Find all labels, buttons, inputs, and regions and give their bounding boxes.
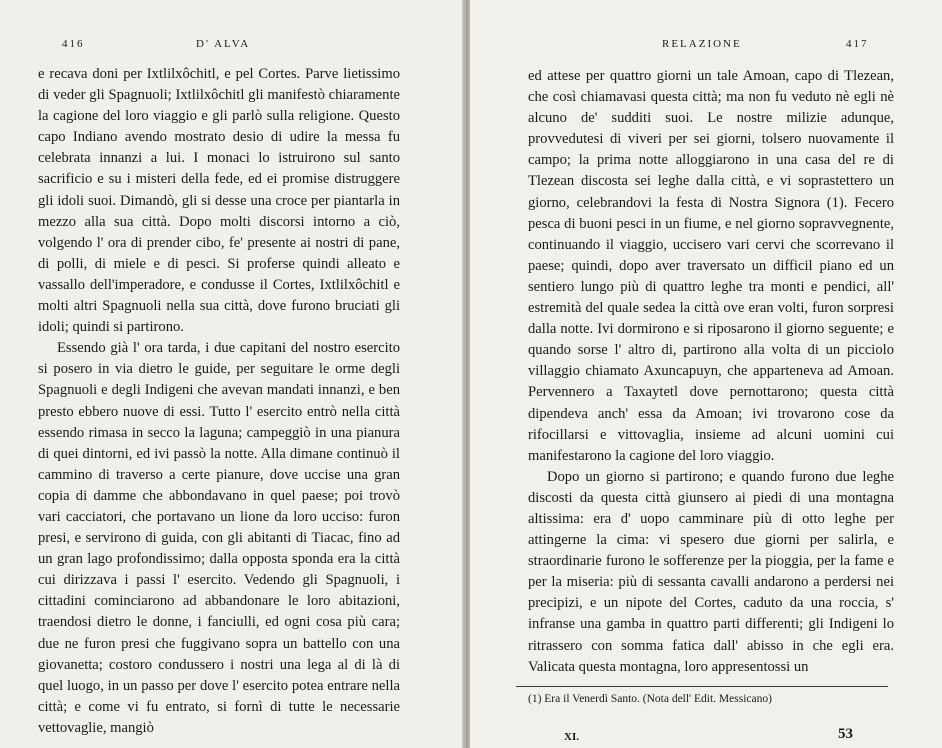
left-page-number: 416 xyxy=(62,38,85,50)
sheet-number: 53 xyxy=(838,726,853,742)
right-page xyxy=(470,0,942,748)
right-paragraph-2: Dopo un giorno si partirono; e quando furono due leghe discosti da questa città giunsero ai piedi di una montagna altissima: era d' uopo camminare più di otto leghe per attingerne la cima: vi spesero due giorni per salirla, e straordinarie furono le sofferenze per la pioggia, per la fame e per la miseria: più di sessanta cavalli andarono a perdersi nei precipizi, e un nipote del Cortes, caduto da una roccia, s' infranse una gamba in quattro parti differenti; gli Indigeni lo ritrassero con somma fatica dall' abisso in che egli era. Valicata questa montagna, loro appresentossi un xyxy=(528,468,894,675)
right-running-title: RELAZIONE xyxy=(662,38,742,50)
right-paragraph-1: ed attese per quattro giorni un tale Amoan, capo di Tlezean, che così chiamavasi questa città; ma non fu veduto nè egli nè alcuno de' sudditi suoi. Le nostre milizie adunque, provvedutesi di viveri per sei giorni, tolsero nuovamente il campo; la prima notte alloggiarono in una casa del re di Tlezean discosta sei leghe dalla città, e vi soprastettero un giorno, celebrandovi la festa di Nostra Signora (1). Fecero pesca di buoni pesci in un fiume, e nel giorno sopravvegnente, continuando il viaggio, uccisero vari cervi che scorrevano il paese; quindi, dopo aver traversato un difficil piano ed un sentiero lungo più di quattro leghe tra monti e pendici, all' estremità del quale sedea la città ove eran volti, furon sorpresi dalla notte. Ivi dormirono e si riposarono il giorno seguente; e quando sorse l' altro di, partirono alla volta di un picciolo villaggio chiamato Axuncapuyn, che apparteneva ad Amoan. Pervennero a Taxaytetl dove pernottarono; questa città dipendeva anch' essa da Amoan; ivi trovarono cose da rifocillarsi e vittovaglia, insieme ad alcuni uomini cui manifestarono la cagione del loro viaggio. xyxy=(528,68,894,464)
right-body-text xyxy=(528,66,894,678)
left-running-title: D' ALVA xyxy=(196,38,251,50)
left-page xyxy=(0,0,466,748)
right-page-number: 417 xyxy=(846,38,869,50)
signature-mark: XI. xyxy=(564,731,579,743)
footnote: (1) Era il Venerdì Santo. (Nota dell' Edit. Messicano) xyxy=(528,693,772,705)
left-body-text xyxy=(38,64,400,739)
footnote-rule xyxy=(516,686,888,687)
left-paragraph-1: e recava doni per Ixtlilxôchitl, e pel Cortes. Parve lietissimo di veder gli Spagnuoli; Ixtlilxôchitl gli manifestò chiaramente la cagione del loro viaggio e gli parlò sulla religione. Questo capo Indiano avendo mostrato desio di udire la messa fu celebrata innanzi a lui. I monaci lo istruirono sul santo sacrificio e su i misteri della fede, ed ei promise distruggere gli idoli suoi. Dimandò, gli si desse una croce per piantarla in mezzo alla sua città. Dopo molti discorsi intorno a ciò, volgendo l' ora di prender cibo, fe' presente ai nostri di pane, di polli, di miele e di pesci. Si proferse quindi alleato e vassallo dell'imperadore, e condusse il Cortes, Ixtlilxôchitl e molti altri Spagnuoli nella sua città, dove furono bruciati gli idoli; quindi si partirono. xyxy=(38,66,400,336)
left-paragraph-2: Essendo già l' ora tarda, i due capitani del nostro esercito si posero in via dietro le guide, per seguitare le orme degli Spagnuoli e degli Indigeni che avevan mandati innanzi, e ben presto ebbero nuove di essi. Tutto l' esercito entrò nella città essendo rimasa in secco la laguna; campeggiò in una pianura di quei dintorni, ed ivi passò la notte. Alla dimane continuò il cammino di traverso a certe pianure, dove uccise una gran copia di damme che abbondavano in quel paese; poi trovò vari cacciatori, che portavano un lione da loro ucciso: furon presi, e servirono di guida, con gli abitanti di Tiacac, fino ad un gran lago profondissimo; dalla opposta sponda era la città cui dirizzava i passi l' esercito. Vedendo gli Spagnuoli, i cittadini cominciarono ad abbandonare le loro abitazioni, traendosi dietro le donne, i fanciulli, ed ogni cosa più cara; due ne furon presi che fuggivano sopra un battello con una giovanetta; costoro condussero i nostri una lega al di là di quel luogo, in un passo per dove l' esercito potea entrare nella città; e come vi fu entrato, si fornì di tutte le necessarie vettovaglie, mangiò xyxy=(38,340,400,736)
